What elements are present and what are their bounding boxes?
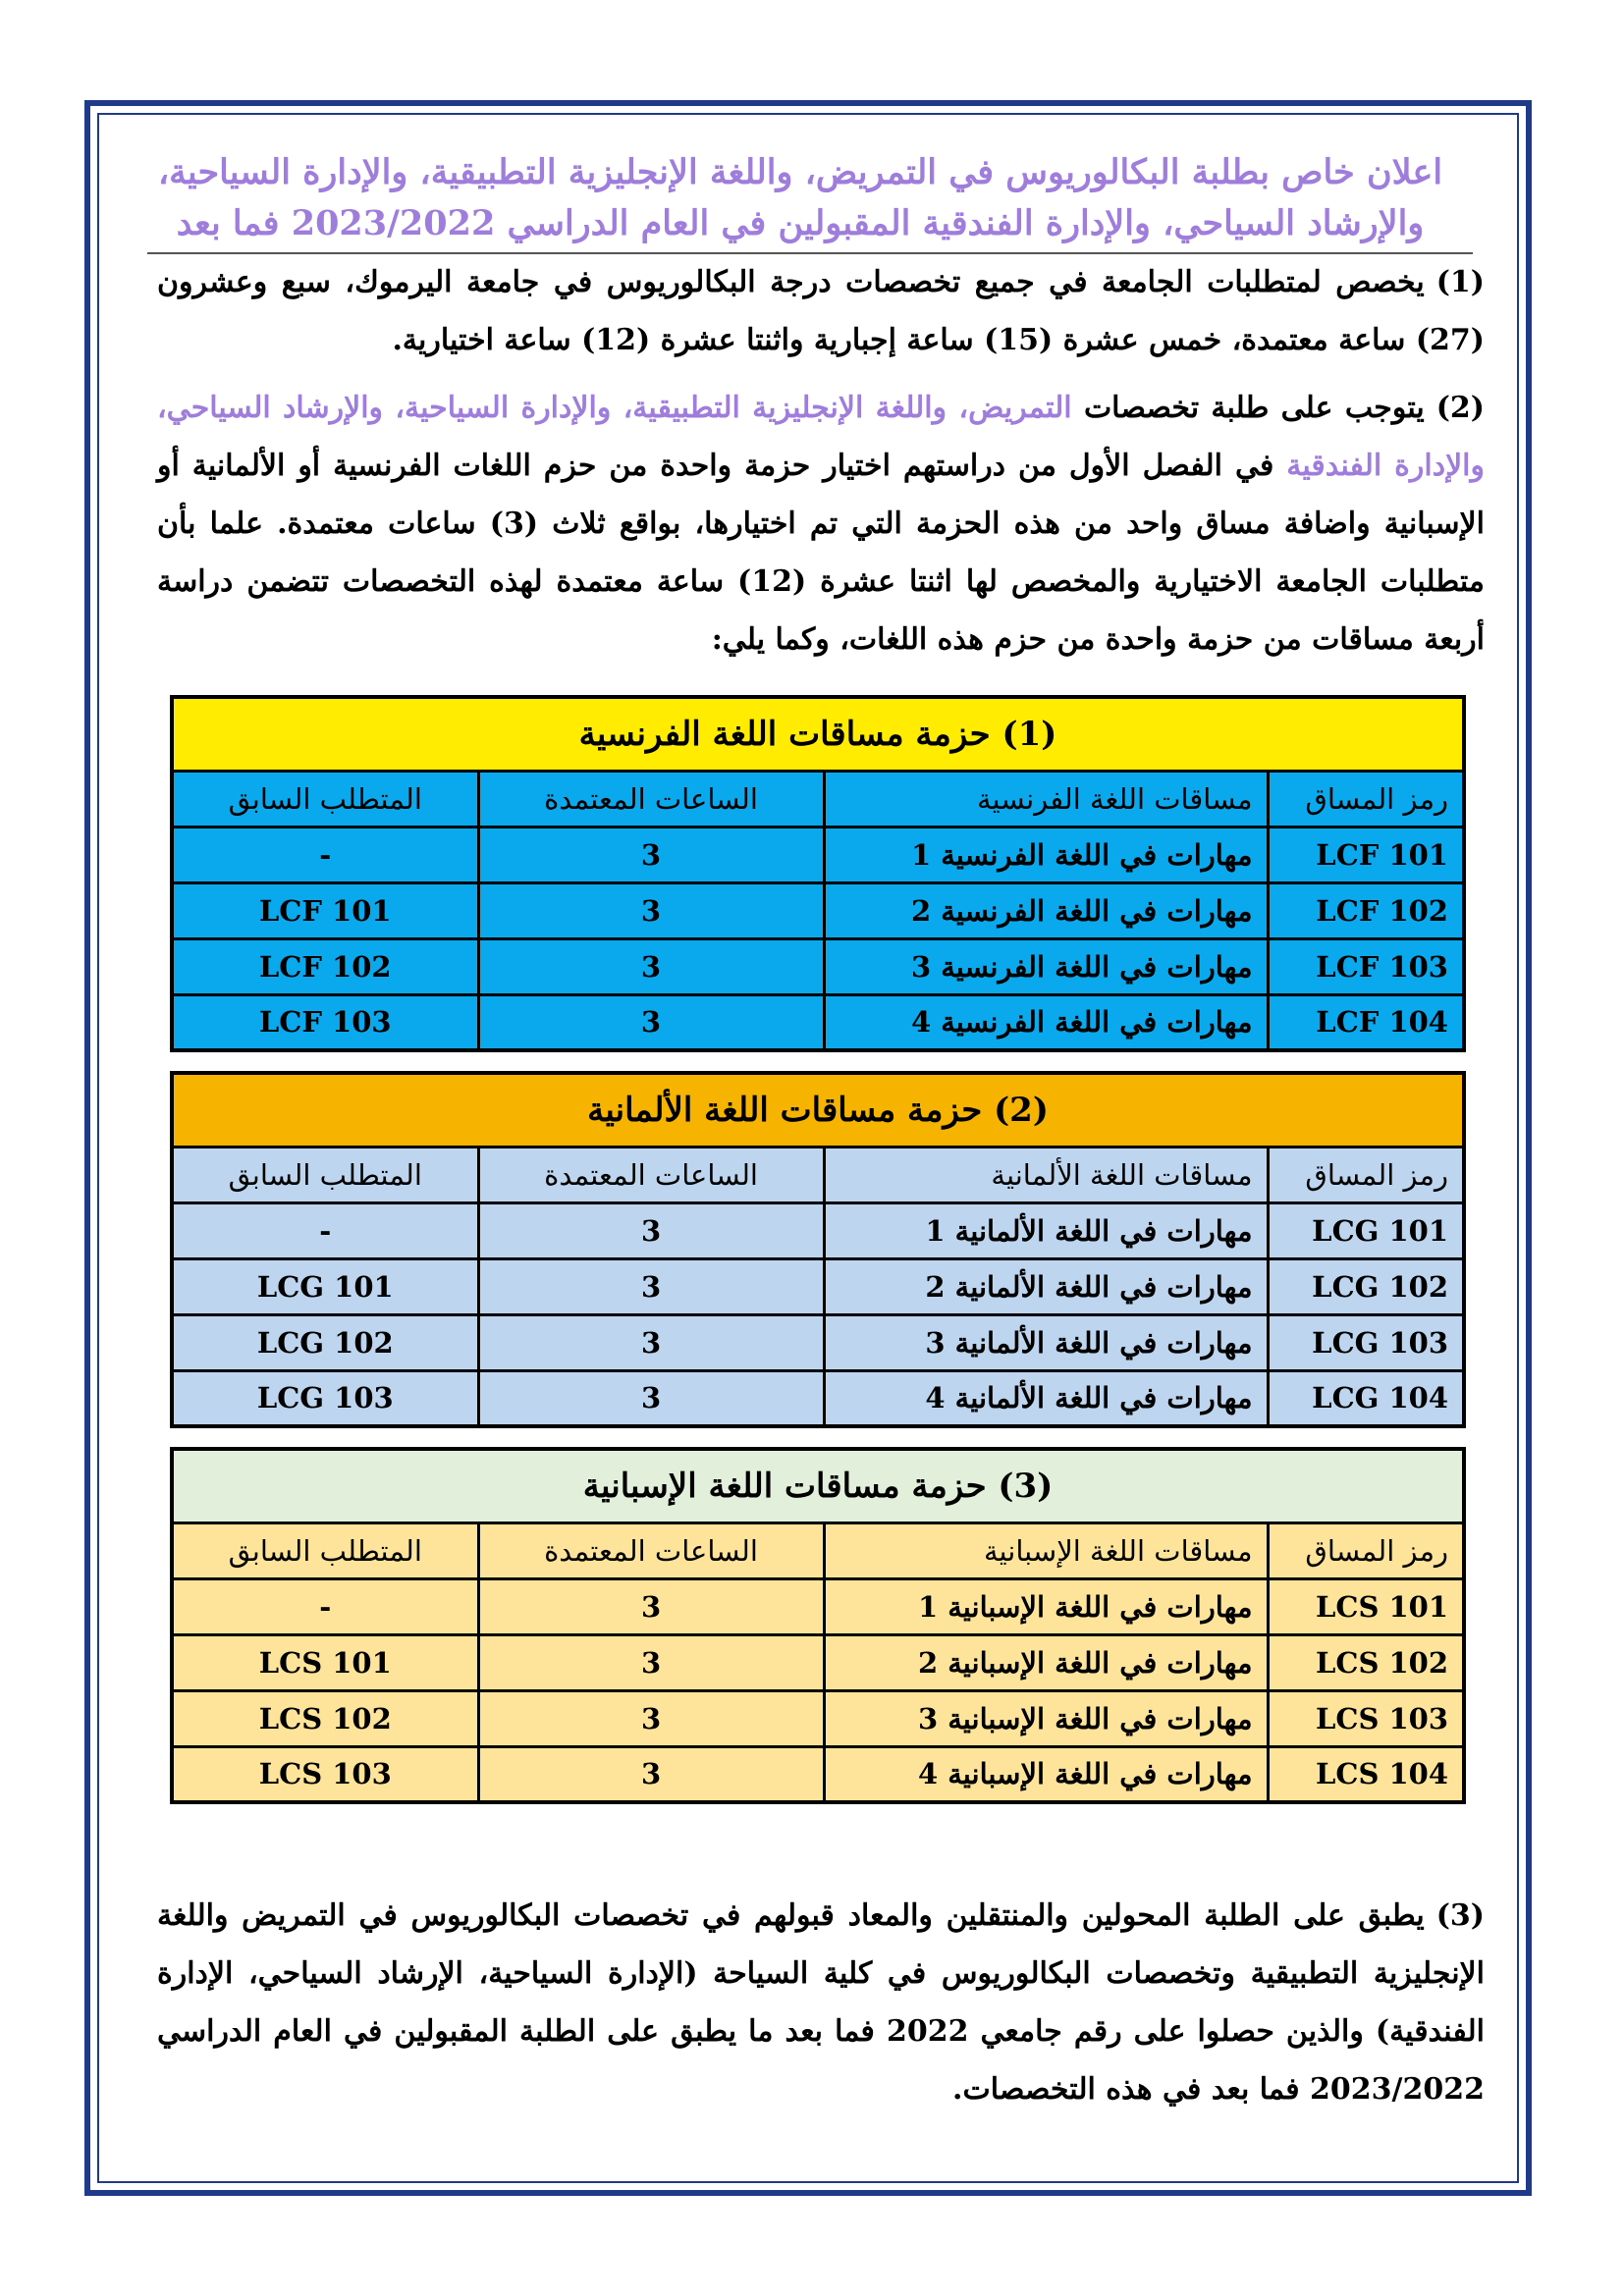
prerequisite: LCS 101 — [172, 1634, 478, 1690]
header-course-name: مساقات اللغة الألمانية — [824, 1147, 1268, 1202]
course-code: LCG 103 — [1268, 1314, 1464, 1370]
header-credit-hours: الساعات المعتمدة — [478, 1147, 824, 1202]
prerequisite: LCF 103 — [172, 994, 478, 1050]
course-name: مهارات في اللغة الإسبانية 2 — [824, 1634, 1268, 1690]
header-prerequisite: المتطلب السابق — [172, 1522, 478, 1578]
course-name: مهارات في اللغة الإسبانية 3 — [824, 1690, 1268, 1746]
course-code: LCF 103 — [1268, 938, 1464, 994]
table-row — [172, 1314, 1464, 1370]
table-row — [172, 1258, 1464, 1314]
prerequisite: LCF 102 — [172, 938, 478, 994]
course-code: LCS 101 — [1268, 1578, 1464, 1634]
course-name: مهارات في اللغة الإسبانية 4 — [824, 1746, 1268, 1802]
credit-hours: 3 — [478, 994, 824, 1050]
german-package-table — [170, 1071, 1466, 1428]
course-code: LCS 104 — [1268, 1746, 1464, 1802]
paragraph-3-text: يطبق على الطلبة المحولين والمنتقلين والمعاد قبولهم في تخصصات البكالوريوس في التمريض واللغة الإنجليزية التطبيقية وتخصصات البكالوريوس في كلية السياحة (الإدارة السياحية، الإرشاد السياحي، الإدارة الفندقية) والذين حصلوا على رقم جامعي 2022 فما بعد ما يطبق على الطلبة المقبولين في العام الدراسي 2023/2022 فما بعد في هذه التخصصات. — [157, 1898, 1486, 2107]
header-course-name: مساقات اللغة الإسبانية — [824, 1522, 1268, 1578]
title-line-1: اعلان خاص بطلبة البكالوريوس في التمريض، واللغة الإنجليزية التطبيقية، والإدارة السياحية، — [157, 152, 1443, 192]
course-name: مهارات في اللغة الفرنسية 3 — [824, 938, 1268, 994]
prerequisite: - — [172, 1202, 478, 1258]
table-row — [172, 994, 1464, 1050]
credit-hours: 3 — [478, 1202, 824, 1258]
table-row — [172, 1578, 1464, 1634]
paragraph-1-text: يخصص لمتطلبات الجامعة في جميع تخصصات درجة البكالوريوس في جامعة اليرموك، سبع وعشرون (27) ساعة معتمدة، خمس عشرة (15) ساعة إجبارية واثنتا عشرة (12) ساعة اختيارية. — [157, 265, 1485, 357]
french-package-table — [170, 695, 1466, 1052]
course-name: مهارات في اللغة الفرنسية 4 — [824, 994, 1268, 1050]
paragraph-2-text-a: يتوجب على طلبة تخصصات — [1071, 391, 1425, 425]
header-course-name: مساقات اللغة الفرنسية — [824, 771, 1268, 827]
prerequisite: LCG 102 — [172, 1314, 478, 1370]
course-name: مهارات في اللغة الألمانية 2 — [824, 1258, 1268, 1314]
header-credit-hours: الساعات المعتمدة — [478, 771, 824, 827]
paragraph-1 — [157, 253, 1485, 369]
header-course-code: رمز المساق — [1268, 1147, 1464, 1202]
paragraph-2 — [157, 379, 1485, 668]
course-name: مهارات في اللغة الفرنسية 1 — [824, 827, 1268, 882]
credit-hours: 3 — [478, 882, 824, 938]
paragraph-3-number: (3) — [1435, 1898, 1485, 1933]
course-code: LCG 104 — [1268, 1370, 1464, 1426]
header-credit-hours: الساعات المعتمدة — [478, 1522, 824, 1578]
credit-hours: 3 — [478, 1578, 824, 1634]
credit-hours: 3 — [478, 1370, 824, 1426]
header-prerequisite: المتطلب السابق — [172, 771, 478, 827]
paragraph-2-text-b: في الفصل الأول من دراستهم اختيار حزمة واحدة من حزم اللغات الفرنسية أو الألمانية أو الإسبانية واضافة مساق واحد من هذه الحزمة التي تم اختيارها، بواقع ثلاث (3) ساعات معتمدة. علما بأن متطلبات الجامعة الاختيارية والمخصص لها اثنتا عشرة (12) ساعة معتمدة لهذه التخصصات تتضمن دراسة أربعة مساقات من حزمة واحدة من حزم هذه اللغات، وكما يلي: — [157, 449, 1485, 657]
prerequisite: LCG 103 — [172, 1370, 478, 1426]
course-code: LCF 101 — [1268, 827, 1464, 882]
table-row — [172, 1370, 1464, 1426]
table-row — [172, 1634, 1464, 1690]
prerequisite: LCG 101 — [172, 1258, 478, 1314]
table-row — [172, 827, 1464, 882]
announcement-title — [147, 147, 1453, 249]
paragraph-3 — [157, 1887, 1485, 2118]
spanish-package-table — [170, 1447, 1466, 1804]
paragraph-2-majors-highlight: التمريض، واللغة الإنجليزية التطبيقية، والإدارة السياحية، والإرشاد السياحي، والإدارة الفندقية — [157, 391, 1485, 483]
credit-hours: 3 — [478, 1258, 824, 1314]
prerequisite: LCF 101 — [172, 882, 478, 938]
spanish-package-title: (3) حزمة مساقات اللغة الإسبانية — [172, 1449, 1464, 1522]
table-row — [172, 1690, 1464, 1746]
course-code: LCF 102 — [1268, 882, 1464, 938]
french-package-title: (1) حزمة مساقات اللغة الفرنسية — [172, 697, 1464, 771]
table-row — [172, 1202, 1464, 1258]
course-name: مهارات في اللغة الإسبانية 1 — [824, 1578, 1268, 1634]
course-name: مهارات في اللغة الألمانية 1 — [824, 1202, 1268, 1258]
course-code: LCS 103 — [1268, 1690, 1464, 1746]
course-code: LCG 101 — [1268, 1202, 1464, 1258]
prerequisite: LCS 103 — [172, 1746, 478, 1802]
credit-hours: 3 — [478, 938, 824, 994]
credit-hours: 3 — [478, 827, 824, 882]
table-row — [172, 938, 1464, 994]
course-name: مهارات في اللغة الألمانية 3 — [824, 1314, 1268, 1370]
table-row — [172, 882, 1464, 938]
title-line-2: والإرشاد السياحي، والإدارة الفندقية المقبولين في العام الدراسي 2023/2022 فما بعد — [176, 203, 1425, 243]
course-code: LCS 102 — [1268, 1634, 1464, 1690]
credit-hours: 3 — [478, 1314, 824, 1370]
header-prerequisite: المتطلب السابق — [172, 1147, 478, 1202]
course-code: LCF 104 — [1268, 994, 1464, 1050]
prerequisite: LCS 102 — [172, 1690, 478, 1746]
german-package-title: (2) حزمة مساقات اللغة الألمانية — [172, 1073, 1464, 1147]
paragraph-1-number: (1) — [1435, 265, 1485, 299]
course-name: مهارات في اللغة الألمانية 4 — [824, 1370, 1268, 1426]
prerequisite: - — [172, 1578, 478, 1634]
prerequisite: - — [172, 827, 478, 882]
credit-hours: 3 — [478, 1690, 824, 1746]
credit-hours: 3 — [478, 1634, 824, 1690]
header-course-code: رمز المساق — [1268, 771, 1464, 827]
paragraph-2-number: (2) — [1435, 391, 1485, 425]
header-course-code: رمز المساق — [1268, 1522, 1464, 1578]
course-code: LCG 102 — [1268, 1258, 1464, 1314]
table-row — [172, 1746, 1464, 1802]
course-name: مهارات في اللغة الفرنسية 2 — [824, 882, 1268, 938]
credit-hours: 3 — [478, 1746, 824, 1802]
